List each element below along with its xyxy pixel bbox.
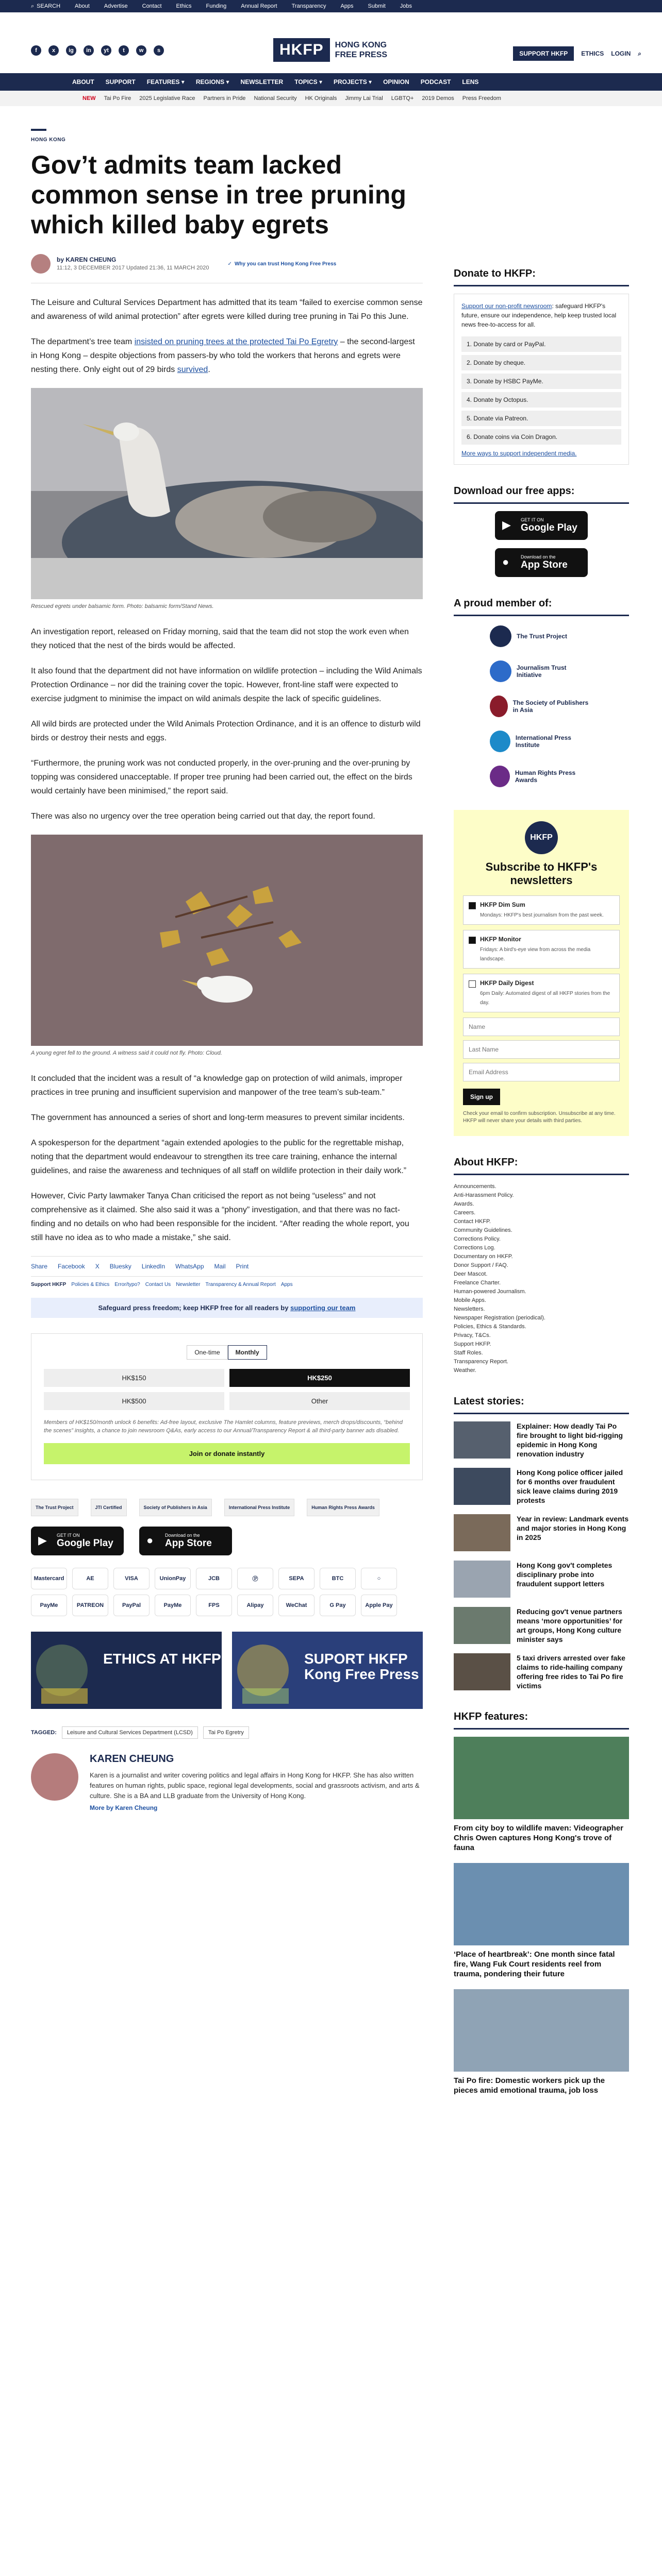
about-link[interactable]: Privacy, T&Cs. [454, 1332, 491, 1338]
nav-regions[interactable]: REGIONS ▾ [195, 78, 229, 86]
about-link[interactable]: Documentary on HKFP. [454, 1253, 513, 1260]
about-link[interactable]: Contact HKFP. [454, 1218, 491, 1225]
article-photo-fallen-egret[interactable] [31, 835, 423, 1046]
payment-logo[interactable]: BTC [320, 1568, 356, 1589]
about-link[interactable]: Transparency Report. [454, 1359, 508, 1365]
nav-support[interactable]: SUPPORT [105, 78, 136, 86]
tag[interactable]: Leisure and Cultural Services Department (LCSD) [62, 1726, 198, 1739]
payment-logo[interactable]: ○ [361, 1568, 397, 1589]
jti-badge[interactable]: JTI Certified [91, 1499, 127, 1516]
about-link[interactable]: Announcements. [454, 1183, 496, 1190]
about-link[interactable]: Staff Roles. [454, 1350, 483, 1356]
support-hkfp-link[interactable]: Support HKFP [31, 1282, 67, 1287]
share-x[interactable]: X [95, 1263, 100, 1270]
about-heading: About HKFP: [454, 1157, 629, 1175]
latest-story[interactable]: Explainer: How deadly Tai Po fire brought to light bid-rigging epidemic in Hong Kong renovation industry [454, 1421, 629, 1459]
nav-newsletter[interactable]: NEWSLETTER [240, 78, 284, 86]
features-heading: HKFP features: [454, 1711, 629, 1730]
feature-stories [454, 1737, 629, 2095]
trending-link[interactable]: National Security [254, 95, 297, 101]
app-store-links [31, 1527, 423, 1555]
trust-project-badge[interactable]: The Trust Project [31, 1499, 78, 1516]
linkedin-icon[interactable]: in [84, 45, 94, 56]
sopa-logo[interactable]: The Society of Publishers in Asia [490, 693, 593, 719]
trust-project-logo[interactable]: The Trust Project [490, 623, 593, 649]
trending-bar [0, 91, 662, 106]
payment-logo[interactable]: FPS [196, 1595, 232, 1616]
story-thumbnail [454, 1468, 510, 1505]
nav-projects[interactable]: PROJECTS ▾ [334, 78, 372, 86]
apple-icon: ● [146, 1534, 154, 1547]
promo-banners [31, 1632, 423, 1709]
nav-lens[interactable]: LENS [462, 78, 479, 86]
byline [31, 254, 423, 283]
paragraph: The Leisure and Cultural Services Department has admitted that its team “failed to exercise common sense and awareness of wild animal protection” after egrets were killed during tree pruning in Tai Po this June. [31, 298, 423, 321]
checkbox-checked[interactable] [469, 902, 476, 909]
author-name[interactable]: by KAREN CHEUNG [57, 256, 117, 263]
signal-icon[interactable]: s [154, 45, 164, 56]
about-link[interactable]: Freelance Charter. [454, 1280, 501, 1286]
signup-button[interactable]: Sign up [463, 1089, 500, 1105]
author-avatar[interactable] [31, 254, 51, 274]
last-name-input[interactable] [463, 1040, 620, 1059]
member-logos [454, 623, 629, 789]
nav-podcast[interactable]: PODCAST [420, 78, 451, 86]
sidebar-donate-box: Support our non-profit newsroom: safeguard HKFP's future, ensure our independence, help keep trusted local news free-to-access for all. 1. Donate by card or PayPal. 2. Donate by cheque. 3. Donate by HSBC PayMe. 4. Donate by Octopus. 5. Donate via Patreon. 6. Donate coins via Coin Dragon. More ways to support independent media. [454, 294, 629, 465]
author-avatar[interactable] [31, 1753, 78, 1801]
paragraph: There was also no urgency over the tree operation being carried out that day, the report found. [31, 812, 375, 821]
topbar-annual-report[interactable]: Annual Report [241, 3, 277, 9]
about-link[interactable]: Newspaper Registration (periodical). [454, 1315, 545, 1321]
topbar-funding[interactable]: Funding [206, 3, 227, 9]
inline-link[interactable]: insisted on pruning trees at the protected Tai Po Egretry [134, 337, 338, 346]
feature-image [454, 1737, 629, 1819]
nav-about[interactable]: ABOUT [72, 78, 94, 86]
about-link[interactable]: Corrections Log. [454, 1245, 495, 1251]
membership-benefits: Members of HK$150/month unlock 6 benefits: Ad-free layout, exclusive The Hamlet columns, feature previews, merch drops/discounts, “behind the scenes” insights, a chance to join newsroom Q&As, early access to our Annual/Transparency Report & all third-party banner ads disabled. [44, 1419, 403, 1434]
payment-logo[interactable]: Apple Pay [361, 1595, 397, 1616]
policy-links [31, 1282, 423, 1287]
story-thumbnail [454, 1607, 510, 1644]
story-thumbnail [454, 1421, 510, 1459]
latest-story[interactable]: Reducing gov't venue partners means ‘more opportunities’ for art groups, Hong Kong culture minister says [454, 1607, 629, 1644]
hrpa-badge[interactable]: Human Rights Press Awards [307, 1499, 379, 1516]
article-kicker[interactable]: HONG KONG [31, 137, 66, 143]
x-icon[interactable]: x [48, 45, 59, 56]
more-by-author-link[interactable]: More by Karen Cheung [90, 1804, 158, 1811]
feature-story[interactable]: ‘Place of heartbreak’: One month since fatal fire, Wang Fuk Court residents reel from trauma, pondering their future [454, 1863, 629, 1979]
hkfp-badge: HKFP [525, 821, 558, 854]
payment-logo[interactable]: Ⓟ [237, 1568, 273, 1589]
support-promo-banner[interactable]: SUPORT HKFP Kong Free Press [232, 1632, 423, 1709]
ipi-logo[interactable]: International Press Institute [490, 728, 593, 754]
checkbox-checked[interactable] [469, 937, 476, 944]
article-headline: Gov’t admits team lacked common sense in tree pruning which killed baby egrets [31, 150, 406, 239]
nonprofit-link[interactable]: Support our non-profit newsroom [461, 302, 552, 310]
trending-link[interactable]: LGBTQ+ [391, 95, 414, 101]
share-bluesky[interactable]: Bluesky [109, 1263, 131, 1270]
newsletter-signup [454, 810, 629, 1136]
latest-story[interactable]: Hong Kong gov't completes disciplinary probe into fraudulent support letters [454, 1561, 629, 1598]
hkfp-logo[interactable]: HKFP HONG KONG FREE PRESS [273, 34, 387, 66]
payment-logo[interactable]: VISA [113, 1568, 150, 1589]
story-thumbnail [454, 1653, 510, 1690]
author-bio-name[interactable]: KAREN CHEUNG [90, 1753, 174, 1765]
safeguard-banner: Safeguard press freedom; keep HKFP free for all readers by supporting our team [31, 1298, 423, 1318]
ethics-promo-banner[interactable]: ETHICS AT HKFP [31, 1632, 222, 1709]
latest-heading: Latest stories: [454, 1396, 629, 1414]
amount-option-selected[interactable]: HK$250 [229, 1369, 410, 1387]
play-icon: ▶ [502, 518, 511, 531]
share-facebook[interactable]: Facebook [58, 1263, 85, 1270]
photo-caption: Rescued egrets under balsamic form. Photo: balsamic form/Stand News. [31, 603, 214, 609]
donate-option[interactable]: 1. Donate by card or PayPal. [461, 336, 621, 352]
latest-story[interactable]: Hong Kong police officer jailed for 6 months over fraudulent sick leave claims during 2019 protests [454, 1468, 629, 1505]
article-photo-egrets[interactable] [31, 388, 423, 599]
checkbox[interactable] [469, 980, 476, 988]
support-team-link[interactable]: supporting our team [290, 1304, 356, 1312]
jti-logo[interactable]: Journalism Trust Initiative [490, 658, 593, 684]
feature-story[interactable]: Tai Po fire: Domestic workers pick up the pieces amid emotional trauma, job loss [454, 1989, 629, 2095]
topbar-jobs[interactable]: Jobs [400, 3, 412, 9]
donate-heading: Donate to HKFP: [454, 268, 629, 286]
donate-option[interactable]: 5. Donate via Patreon. [461, 411, 621, 426]
payment-logo[interactable]: AE [72, 1568, 108, 1589]
about-link[interactable]: Policies, Ethics & Standards. [454, 1324, 526, 1330]
policy-link[interactable]: Error/typo? [114, 1282, 140, 1287]
newsletter-option[interactable]: HKFP Daily Digest 6pm Daily: Automated digest of all HKFP stories from the day. [463, 974, 620, 1012]
latest-story[interactable]: Year in review: Landmark events and major stories in Hong Kong in 2025 [454, 1514, 629, 1551]
trending-link[interactable]: Partners in Pride [203, 95, 246, 101]
share-label: Share [31, 1263, 48, 1270]
about-link[interactable]: Anti-Harassment Policy. [454, 1192, 514, 1198]
promo-art [31, 1632, 222, 1709]
newsletter-option[interactable]: HKFP Monitor Fridays: A bird's-eye view from across the media landscape. [463, 930, 620, 969]
sidebar [454, 268, 629, 2106]
feature-image [454, 1863, 629, 1945]
play-icon: ▶ [38, 1534, 47, 1547]
trending-link[interactable]: 2019 Demos [422, 95, 454, 101]
amount-option[interactable]: HK$150 [44, 1369, 224, 1387]
payment-logo[interactable]: PATREON [72, 1595, 108, 1616]
payment-logo[interactable]: WeChat [278, 1595, 315, 1616]
paragraph: The department’s tree team insisted on pruning trees at the protected Tai Po Egretry – the second-largest in Hong Kong – despite objections from passers-by who told the workers that herons and egrets were nesting there. Only eight out of 29 birds survived. [31, 337, 415, 374]
paragraph: However, Civic Party lawmaker Tanya Chan criticised the report as not being “useless” and not comprehensive as it claimed. She also said it was a “phony” investigation, and that there was no fact-finding and no details on who had been responsible for the incident. “After reading the whole report, you still have no idea as to who made a mistake,” she said. [31, 1192, 409, 1242]
search-link[interactable]: ⌕ SEARCH [31, 3, 61, 9]
paragraph: It also found that the department did not have information on wildlife protection – including the Wild Animals Protection Ordinance – nor did the training cover the topic. However, front-line staff were expected to exercise judgment to minimise the impact on wild animals despite the lack of specific guidelines. [31, 667, 422, 703]
whatsapp-icon[interactable]: w [136, 45, 146, 56]
facebook-icon[interactable]: f [31, 45, 41, 56]
topbar-contact[interactable]: Contact [142, 3, 162, 9]
topbar-apps[interactable]: Apps [340, 3, 354, 9]
about-link[interactable]: Awards. [454, 1201, 474, 1207]
nav-features[interactable]: FEATURES ▾ [146, 78, 185, 86]
feature-image [454, 1989, 629, 2072]
membership-badges [31, 1499, 423, 1516]
about-links [454, 1182, 629, 1375]
donate-option[interactable]: 6. Donate coins via Coin Dragon. [461, 429, 621, 445]
about-link[interactable]: Corrections Policy. [454, 1236, 501, 1242]
trending-link[interactable]: Press Freedom [462, 95, 501, 101]
ethics-link[interactable]: ETHICS [581, 50, 604, 57]
payment-logo[interactable]: UnionPay [155, 1568, 191, 1589]
payment-logo[interactable]: PayPal [113, 1595, 150, 1616]
inline-link[interactable]: survived [177, 365, 208, 374]
photo-caption: A young egret fell to the ground. A witness said it could not fly. Photo: Cloud. [31, 1050, 222, 1056]
top-utility-bar [0, 0, 662, 12]
shield-icon: ✓ [227, 261, 232, 267]
paragraph: An investigation report, released on Friday morning, said that the team did not stop the work even when they noticed that the nest of the birds would be affected. [31, 628, 409, 650]
topbar-about[interactable]: About [75, 3, 90, 9]
paragraph: “Furthermore, the pruning work was not conducted properly, in the over-pruning and the over-pruning by topping was considered unacceptable. If proper tree pruning had been carried out, the effect on the birds would certainly have been minimised,” the report said. [31, 759, 412, 795]
policy-link[interactable]: Apps [280, 1282, 293, 1287]
topbar-ethics[interactable]: Ethics [176, 3, 192, 9]
site-header [0, 12, 662, 73]
telegram-icon[interactable]: t [119, 45, 129, 56]
about-link[interactable]: Newsletters. [454, 1306, 485, 1312]
join-donate-button[interactable]: Join or donate instantly [44, 1443, 410, 1464]
more-ways-link[interactable]: More ways to support independent media. [461, 450, 577, 457]
app-store-button[interactable]: ● Download on the App Store [495, 548, 588, 577]
donation-widget [31, 1333, 423, 1480]
egret-photo-illustration [31, 388, 423, 599]
payment-logo[interactable]: Alipay [237, 1595, 273, 1616]
google-play-button[interactable]: ▶ GET IT ON Google Play [31, 1527, 124, 1555]
about-link[interactable]: Weather. [454, 1367, 476, 1374]
trending-link[interactable]: HK Originals [305, 95, 337, 101]
hrpa-logo[interactable]: Human Rights Press Awards [490, 764, 593, 789]
newsletter-note: Check your email to confirm subscription. Unsubscribe at any time. HKFP will never share your details with third parties. [463, 1111, 616, 1124]
donate-option[interactable]: 4. Donate by Octopus. [461, 392, 621, 408]
paragraph: It concluded that the incident was a result of “a knowledge gap on protection of wild animals, improper practices in tree pruning and insufficient supervision and manpower of the tree team’s sub-team.” [31, 1074, 403, 1097]
topbar-advertise[interactable]: Advertise [104, 3, 128, 9]
newsletter-title: Subscribe to HKFP's newsletters [485, 860, 598, 887]
tag[interactable]: Tai Po Egretry [203, 1726, 249, 1739]
about-link[interactable]: Careers. [454, 1210, 476, 1216]
policy-link[interactable]: Newsletter [176, 1282, 201, 1287]
about-link[interactable]: Support HKFP. [454, 1341, 491, 1347]
social-links [31, 45, 164, 56]
youtube-icon[interactable]: yt [101, 45, 111, 56]
apps-heading: Download our free apps: [454, 485, 629, 504]
amount-options [44, 1369, 410, 1410]
payment-logo[interactable]: PayMe [155, 1595, 191, 1616]
share-mail[interactable]: Mail [214, 1263, 226, 1270]
search-icon: ⌕ [31, 3, 35, 9]
author-bio-text: Karen is a journalist and writer covering politics and legal affairs in Hong Kong for HKFP. She has also written features on human rights, public space, regional legal developments, social and grassroots activism, and arts & culture. She is a BA and LLB graduate from the University of Hong Kong. [90, 1771, 420, 1800]
policy-link[interactable]: Transparency & Annual Report [205, 1282, 276, 1287]
share-linkedin[interactable]: LinkedIn [141, 1263, 166, 1270]
article [31, 129, 423, 1811]
sopa-badge[interactable]: Society of Publishers in Asia [139, 1499, 212, 1516]
paragraph: All wild birds are protected under the Wild Animals Protection Ordinance, and it is an offence to disturb wild birds or destroy their nests and eggs. [31, 720, 421, 742]
share-print[interactable]: Print [236, 1263, 249, 1270]
about-link[interactable]: Deer Mascot. [454, 1271, 488, 1277]
apple-icon: ● [502, 555, 509, 568]
about-link[interactable]: Donor Support / FAQ. [454, 1262, 508, 1268]
latest-story[interactable]: 5 taxi drivers arrested over fake claims to ride-hailing company offering free rides to Tai Po fire victims [454, 1653, 629, 1690]
main-nav [0, 73, 662, 91]
trust-link[interactable]: ✓ Why you can trust Hong Kong Free Press [227, 261, 337, 267]
share-bar [31, 1256, 423, 1277]
trending-link[interactable]: 2025 Legislative Race [139, 95, 195, 101]
toggle-monthly[interactable]: Monthly [228, 1345, 267, 1360]
nav-topics[interactable]: TOPICS ▾ [294, 78, 323, 86]
story-thumbnail [454, 1561, 510, 1598]
login-link[interactable]: LOGIN [611, 50, 631, 57]
latest-stories [454, 1421, 629, 1690]
publish-dates: 11:12, 3 DECEMBER 2017 Updated 21:36, 11 MARCH 2020 [57, 265, 209, 271]
header-actions [513, 46, 641, 61]
trending-link[interactable]: Tai Po Fire [104, 95, 131, 101]
google-play-button[interactable]: ▶ GET IT ON Google Play [495, 511, 588, 540]
trending-link[interactable]: Jimmy Lai Trial [345, 95, 383, 101]
first-name-input[interactable] [463, 1018, 620, 1036]
payment-logo[interactable]: Mastercard [31, 1568, 67, 1589]
frequency-toggle [44, 1345, 410, 1360]
nav-opinion[interactable]: OPINION [383, 78, 409, 86]
topbar-submit[interactable]: Submit [368, 3, 386, 9]
app-store-button[interactable]: ● Download on the App Store [139, 1527, 232, 1555]
about-link[interactable]: Mobile Apps. [454, 1297, 486, 1303]
instagram-icon[interactable]: ig [66, 45, 76, 56]
new-label: NEW [82, 95, 96, 101]
author-bio [31, 1753, 423, 1811]
payment-methods [31, 1568, 423, 1616]
article-tags [31, 1726, 423, 1739]
fallen-egret-illustration [31, 835, 423, 1046]
toggle-one-time[interactable]: One-time [187, 1345, 227, 1360]
support-hkfp-button[interactable]: SUPPORT HKFP [513, 46, 574, 61]
share-whatsapp[interactable]: WhatsApp [175, 1263, 204, 1270]
policy-link[interactable]: Contact Us [145, 1282, 171, 1287]
donate-option[interactable]: 3. Donate by HSBC PayMe. [461, 374, 621, 389]
topbar-transparency[interactable]: Transparency [291, 3, 326, 9]
ipi-badge[interactable]: International Press Institute [224, 1499, 295, 1516]
about-link[interactable]: Community Guidelines. [454, 1227, 512, 1233]
policy-link[interactable]: Policies & Ethics [71, 1282, 110, 1287]
search-icon[interactable]: ⌕ [638, 49, 641, 57]
newsletter-option[interactable]: HKFP Dim Sum Mondays: HKFP's best journalism from the past week. [463, 895, 620, 925]
paragraph: A spokesperson for the department “again extended apologies to the public for the regrettable mishap, noting that the department would endeavour to strengthen its tree care training, enhance the internal guidelines, and raise the awareness and techniques of all staff on wildlife protection in their daily work.” [31, 1139, 407, 1175]
amount-option[interactable]: HK$500 [44, 1392, 224, 1410]
payment-logo[interactable]: G Pay [320, 1595, 356, 1616]
payment-logo[interactable]: PayMe [31, 1595, 67, 1616]
member-heading: A proud member of: [454, 598, 629, 616]
tagged-label: TAGGED: [31, 1730, 57, 1736]
kicker-rule [31, 129, 46, 131]
payment-logo[interactable]: SEPA [278, 1568, 315, 1589]
payment-logo[interactable]: JCB [196, 1568, 232, 1589]
email-input[interactable] [463, 1063, 620, 1081]
feature-story[interactable]: From city boy to wildlife maven: Videographer Chris Owen captures Hong Kong's trove of fauna [454, 1737, 629, 1853]
donate-option[interactable]: 2. Donate by cheque. [461, 355, 621, 370]
story-thumbnail [454, 1514, 510, 1551]
amount-option-other[interactable]: Other [229, 1392, 410, 1410]
about-link[interactable]: Human-powered Journalism. [454, 1289, 526, 1295]
paragraph: The government has announced a series of short and long-term measures to prevent similar incidents. [31, 1113, 405, 1122]
